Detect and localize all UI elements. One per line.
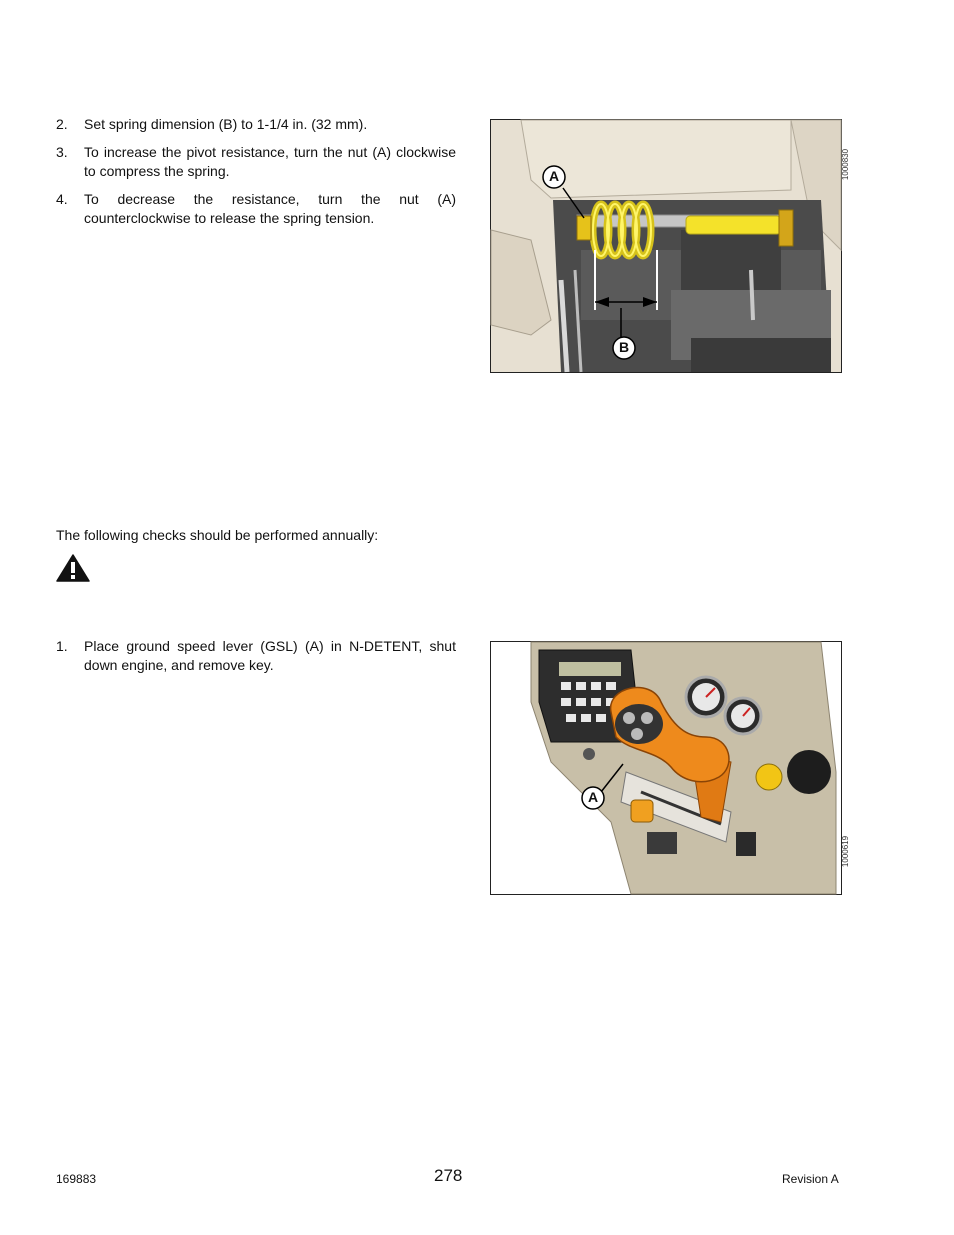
annual-checks-intro: The following checks should be performed annually: bbox=[56, 527, 379, 543]
figure-id-label: 1000619 bbox=[840, 835, 850, 868]
step-number: 1. bbox=[56, 638, 68, 654]
step-text: To decrease the resistance, turn the nut (A) counterclockwise to release the spring tension. bbox=[84, 191, 456, 226]
callout-a-label: A bbox=[587, 789, 599, 805]
callout-b-label: B bbox=[618, 339, 630, 355]
step-3 bbox=[56, 143, 456, 181]
step-1 bbox=[56, 637, 456, 675]
ground-speed-lever-figure bbox=[490, 641, 850, 895]
footer-doc-number: 169883 bbox=[56, 1172, 97, 1186]
spring-adjustment-figure bbox=[490, 119, 850, 373]
step-number: 4. bbox=[56, 191, 68, 207]
footer-revision: Revision A bbox=[782, 1172, 839, 1186]
step-text: Set spring dimension (B) to 1-1/4 in. (32 mm). bbox=[84, 116, 368, 132]
step-4 bbox=[56, 190, 456, 228]
step-number: 3. bbox=[56, 144, 68, 160]
callout-a-label: A bbox=[548, 168, 560, 184]
footer-page-number: 278 bbox=[434, 1166, 463, 1185]
step-number: 2. bbox=[56, 116, 68, 132]
figure-id-label: 1000830 bbox=[840, 148, 850, 181]
warning-triangle-icon bbox=[56, 554, 90, 582]
step-2 bbox=[56, 115, 456, 134]
step-text: To increase the pivot resistance, turn the nut (A) clockwise to compress the spring. bbox=[84, 144, 456, 179]
step-text: Place ground speed lever (GSL) (A) in N-DETENT, shut down engine, and remove key. bbox=[84, 638, 456, 673]
